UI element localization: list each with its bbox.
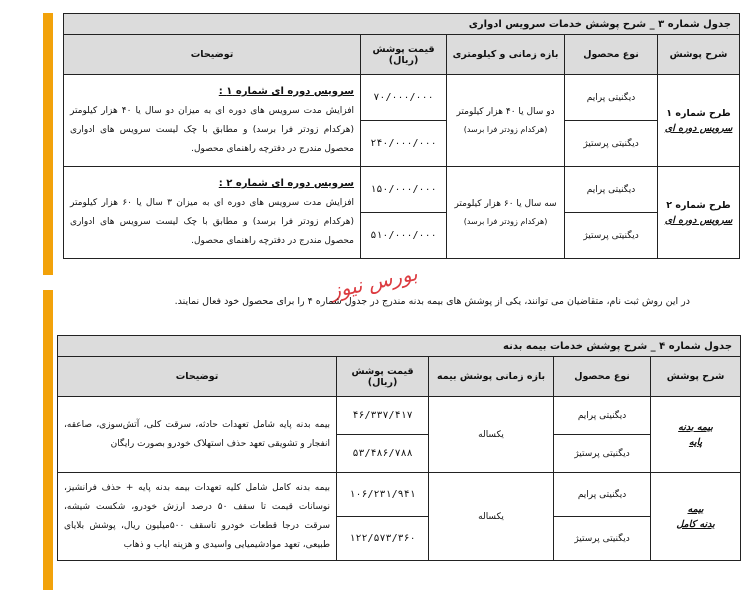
price-cell: ۱۲۲/۵۷۳/۳۶۰: [337, 517, 429, 561]
header-plan: شرح پوشش: [651, 357, 741, 397]
description-cell: بیمه بدنه کامل شامل کلیه تعهدات بیمه بدنه پایه + حذف فرانشیز، نوسانات قیمت تا سقف ۵۰ درصد ارزش خودرو، شکست شیشه، سرقت درجا قطعات خودرو تاسقف ۵۰۰میلیون ریال، پوشش بلایای طبیعی، تعهد موادشیمیایی واسیدی و هزینه ایاب و ذهاب: [58, 473, 337, 561]
period-main: سه سال یا ۶۰ هزار کیلومتر: [454, 198, 557, 209]
info-note: در این روش ثبت نام، متقاضیان می توانند، یکی از پوشش های بیمه بدنه مندرج در جدول شماره ۴ را برای محصول خود فعال نمایند.: [174, 296, 690, 307]
accent-bar-top: [43, 13, 53, 275]
header-product: نوع محصول: [565, 35, 658, 75]
header-period: بازه زمانی پوشش بیمه: [429, 357, 554, 397]
plan-title: بیمه بدنه: [678, 421, 713, 433]
header-price: [337, 357, 429, 397]
price-cell: ۱۵۰/۰۰۰/۰۰۰: [361, 167, 447, 213]
product-cell: دیگنیتی پرایم: [565, 167, 658, 213]
plan-cell: [651, 397, 741, 473]
plan-cell: [658, 75, 740, 167]
description-body: افزایش مدت سرویس های دوره ای به میزان ۳ سال یا ۶۰ هزار کیلومتر (هرکدام زودتر فرا برسد) و مطابق با چک لیست سرویس های ادواری محصول مندرج در دفترچه راهنمای محصول.: [70, 198, 355, 246]
accent-bar-bottom: [43, 290, 53, 590]
description-cell: [64, 167, 361, 259]
price-cell: ۱۰۶/۲۳۱/۹۴۱: [337, 473, 429, 517]
plan-subtitle: سرویس دوره ای: [664, 214, 733, 226]
period-cell: [447, 167, 565, 259]
period-cell: [447, 75, 565, 167]
price-cell: ۵۱۰/۰۰۰/۰۰۰: [361, 213, 447, 259]
product-cell: دیگنیتی پرستیژ: [565, 121, 658, 167]
product-cell: دیگنیتی پرستیژ: [554, 435, 651, 473]
header-desc: توضیحات: [64, 35, 361, 75]
plan-title: طرح شماره ۱: [666, 107, 731, 119]
description-body: افزایش مدت سرویس های دوره ای به میزان دو سال یا ۴۰ هزار کیلومتر (هرکدام زودتر فرا برسد) و مطابق با چک لیست سرویس های ادواری محصول مندرج در دفترچه راهنمای محصول.: [70, 106, 355, 154]
plan-cell: [658, 167, 740, 259]
plan-title: طرح شماره ۲: [666, 199, 731, 211]
watermark: بورس نیوز: [328, 261, 420, 303]
price-cell: ۲۴۰/۰۰۰/۰۰۰: [361, 121, 447, 167]
header-period: بازه زمانی و کیلومتری: [447, 35, 565, 75]
header-desc: توضیحات: [58, 357, 337, 397]
price-cell: ۷۰/۰۰۰/۰۰۰: [361, 75, 447, 121]
table-row: [58, 473, 741, 517]
header-product: نوع محصول: [554, 357, 651, 397]
table-row: [58, 397, 741, 435]
header-price: [361, 35, 447, 75]
period-cell: یکساله: [429, 397, 554, 473]
header-price-label: قیمت پوشش: [351, 365, 414, 377]
table-caption: جدول شماره ۴ _ شرح پوشش خدمات بیمه بدنه: [58, 336, 741, 357]
product-cell: دیگنیتی پرستیژ: [565, 213, 658, 259]
description-cell: [64, 75, 361, 167]
body-insurance-table: [57, 335, 741, 561]
table-row: [64, 167, 740, 213]
plan-subtitle: بدنه کامل: [676, 518, 715, 530]
price-cell: ۵۳/۴۸۶/۷۸۸: [337, 435, 429, 473]
product-cell: دیگنیتی پرایم: [554, 397, 651, 435]
header-price-label: قیمت پوشش: [372, 43, 435, 55]
period-main: دو سال یا ۴۰ هزار کیلومتر: [456, 106, 555, 117]
product-cell: دیگنیتی پرستیژ: [554, 517, 651, 561]
plan-subtitle: پایه: [688, 436, 703, 448]
period-note: (هرکدام زودتر فرا برسد): [463, 216, 548, 226]
periodic-service-table: [63, 13, 740, 259]
description-cell: بیمه بدنه پایه شامل تعهدات حادثه، سرقت کلی، آتش‌سوزی، صاعقه، انفجار و تشویقی تعهد حذف استهلاک خودرو بصورت رایگان: [58, 397, 337, 473]
plan-subtitle: سرویس دوره ای: [664, 122, 733, 134]
table-caption: جدول شماره ۳ _ شرح پوشش خدمات سرویس ادواری: [64, 14, 740, 35]
plan-title: بیمه: [687, 503, 704, 515]
description-title: سرویس دوره ای شماره ۲ :: [218, 178, 355, 189]
period-note: (هرکدام زودتر فرا برسد): [463, 124, 548, 134]
price-cell: ۴۶/۳۳۷/۴۱۷: [337, 397, 429, 435]
header-price-unit: (ریال): [367, 376, 398, 388]
table-row: [64, 75, 740, 121]
product-cell: دیگنیتی پرایم: [554, 473, 651, 517]
header-price-unit: (ریال): [388, 54, 419, 66]
plan-cell: [651, 473, 741, 561]
description-title: سرویس دوره ای شماره ۱ :: [218, 86, 355, 97]
period-cell: یکساله: [429, 473, 554, 561]
header-plan: شرح پوشش: [658, 35, 740, 75]
product-cell: دیگنیتی پرایم: [565, 75, 658, 121]
